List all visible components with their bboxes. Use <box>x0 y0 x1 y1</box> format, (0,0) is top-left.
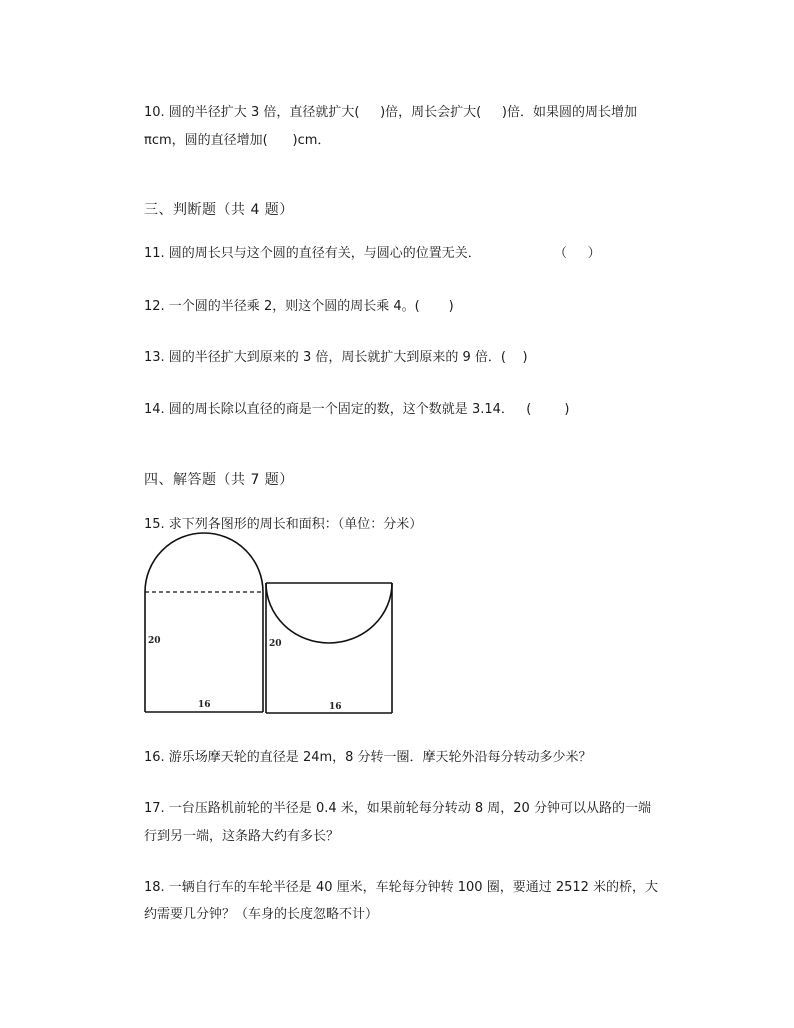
question-11: 11. 圆的周长只与这个圆的直径有关，与圆心的位置无关． <box>144 246 481 261</box>
section-3-title: 三、判断题（共 4 题） <box>144 202 294 218</box>
question-18-line-1: 18. 一辆自行车的车轮半径是 40 厘米，车轮每分钟转 100 圈，要通过 2512 米的桥，大 <box>144 880 659 895</box>
question-14: 14. 圆的周长除以直径的商是一个固定的数，这个数就是 3.14． ( ) <box>144 402 570 417</box>
question-12: 12. 一个圆的半径乘 2，则这个圆的周长乘 4。( ) <box>144 299 454 314</box>
question-11-answer-blank[interactable]: （ ） <box>554 246 601 261</box>
question-13: 13. 圆的半径扩大到原来的 3 倍，周长就扩大到原来的 9 倍．( ) <box>144 350 528 365</box>
figure-1-height-label: 20 <box>148 636 161 646</box>
figure-2-height-label: 20 <box>269 639 282 649</box>
question-17-line-1: 17. 一台压路机前轮的半径是 0.4 米，如果前轮每分转动 8 周，20 分钟可以从路的一端 <box>144 801 651 816</box>
question-17-line-2: 行到另一端，这条路大约有多长？ <box>144 829 340 844</box>
section-4-title: 四、解答题（共 7 题） <box>144 472 294 488</box>
question-18-line-2: 约需要几分钟？（车身的长度忽略不计） <box>144 907 379 922</box>
question-10-line-1: 10. 圆的半径扩大 3 倍，直径就扩大( )倍，周长会扩大( )倍．如果圆的周长增加 <box>144 105 637 120</box>
figure-2-width-label: 16 <box>329 702 342 712</box>
question-10-line-2: πcm，圆的直径增加( )cm． <box>144 133 331 148</box>
figure-rect-with-semicircle-on-top <box>145 533 263 712</box>
figure-1-width-label: 16 <box>198 700 211 710</box>
question-15: 15. 求下列各图形的周长和面积：（单位：分米） <box>144 517 423 532</box>
question-16: 16. 游乐场摩天轮的直径是 24m，8 分转一圈．摩天轮外沿每分转动多少米？ <box>144 750 592 765</box>
figure-rect-with-semicircle-cutout <box>266 583 392 713</box>
